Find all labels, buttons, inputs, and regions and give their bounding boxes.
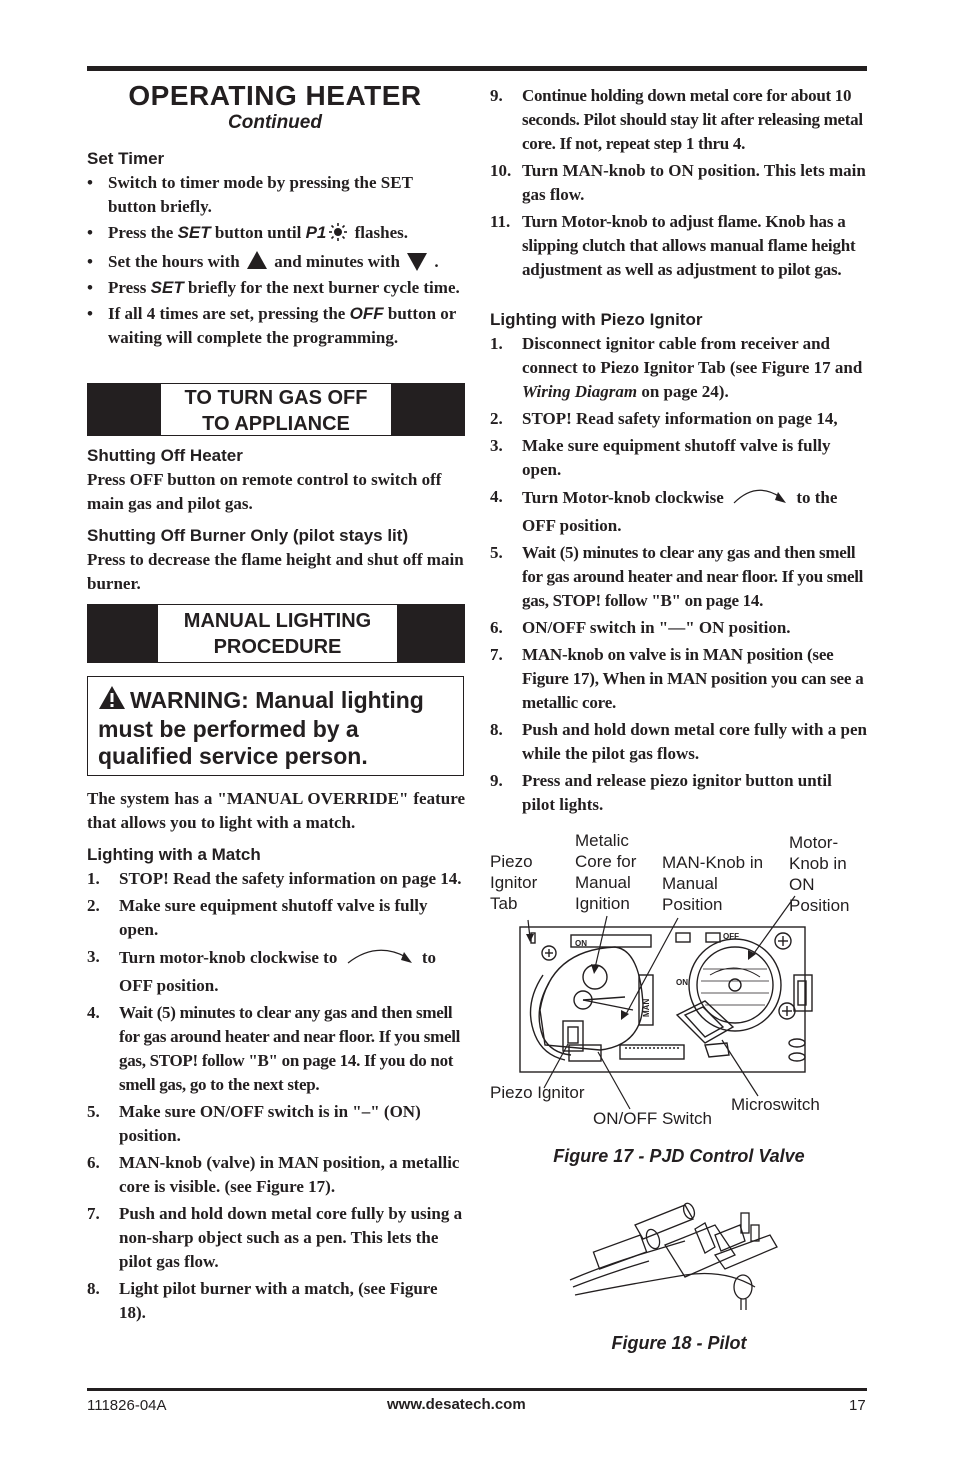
list-item: • If all 4 times are set, pressing the OFF button or waiting will complete the programming. — [87, 302, 465, 350]
off-marking: OFF — [723, 932, 739, 941]
on-marking-2: ON — [676, 978, 688, 987]
website-link[interactable]: www.desatech.com — [387, 1396, 526, 1413]
list-item: 6. ON/OFF switch in "—" ON position. — [490, 618, 791, 637]
pilot-nut — [734, 1275, 752, 1299]
list-item: 2. STOP! Read safety information on page 14, — [490, 409, 838, 428]
list-item: • Press the SET button until P1 flashes. — [87, 221, 465, 248]
turn-gas-off-heading-box: TO TURN GAS OFF TO APPLIANCE — [87, 383, 465, 436]
list-item: 7. Push and hold down metal core fully by using a non-sharp object such as a pen. This lets the pilot gas flow. — [87, 1204, 463, 1271]
piezo-steps — [490, 332, 868, 820]
match-heading: Lighting with a Match — [87, 845, 261, 864]
figure18-caption: Figure 18 - Pilot — [611, 1333, 747, 1353]
list-item: 3. Turn motor-knob clockwise to to OFF position. — [87, 947, 437, 995]
label-motor-knob: Motor- Knob in ON Position — [789, 833, 850, 915]
warning-text: WARNING: Manual lighting must be performed by a qualified service person. — [98, 687, 424, 769]
label-piezo-ignitor: Piezo Ignitor — [490, 1083, 585, 1102]
bottom-rule — [87, 1388, 867, 1391]
list-item: 2. Make sure equipment shutoff valve is fully open. — [87, 896, 428, 939]
down-arrow-icon — [407, 253, 427, 271]
list-item: • Set the hours with and minutes with . — [87, 250, 465, 274]
list-item: • Switch to timer mode by pressing the SET button briefly. — [87, 171, 465, 219]
warning-icon — [98, 685, 126, 716]
list-item: 9. Press and release piezo ignitor button until pilot lights. — [490, 771, 832, 814]
up-arrow-icon — [247, 251, 267, 269]
warning-box — [87, 676, 464, 776]
shutting-burner-heading: Shutting Off Burner Only (pilot stays lit) — [87, 526, 409, 545]
figure17-caption: Figure 17 - PJD Control Valve — [553, 1146, 805, 1166]
list-item: 9. Continue holding down metal core for about 10 seconds. Pilot should stay lit after releasing metal core. If not, repeat step 1 thru 4. — [490, 86, 863, 153]
continued-steps — [490, 84, 868, 285]
shutting-heater-text: Press OFF button on remote control to switch off main gas and pilot gas. — [87, 470, 442, 513]
label-man-knob: MAN-Knob in Manual Position — [662, 853, 764, 914]
label-onoff-switch: ON/OFF Switch — [593, 1109, 713, 1128]
doc-code: 111826-04A — [87, 1397, 167, 1414]
shutting-heater-heading: Shutting Off Heater — [87, 446, 243, 465]
sun-icon — [329, 223, 347, 248]
shutting-burner-text: Press to decrease the flame height and shut off main burner. — [87, 550, 464, 593]
list-item: 5. Wait (5) minutes to clear any gas and then smell for gas around heater and near floor. If you smell gas, STOP! follow "B" on page 14. — [490, 543, 864, 610]
clockwise-arrow-icon — [346, 945, 414, 974]
list-item: 1. Disconnect ignitor cable from receiver and connect to Piezo Ignitor Tab (see Figure 17 and Wiring Diagram on page 24). — [490, 334, 863, 401]
list-item: 6. MAN-knob (valve) in MAN position, a metallic core is visible. (see Figure 17). — [87, 1153, 460, 1196]
list-item: 8. Push and hold down metal core fully with a pen while the pilot gas flows. — [490, 720, 867, 763]
on-marking: ON — [575, 939, 587, 948]
list-item: 3. Make sure equipment shutoff valve is fully open. — [490, 436, 831, 479]
list-item: 1. STOP! Read the safety information on page 14. — [87, 869, 462, 888]
man-marking: MAN — [642, 998, 651, 1017]
top-rule — [87, 66, 867, 71]
list-item: • Press SET briefly for the next burner cycle time. — [87, 276, 465, 300]
list-item: 4. Turn Motor-knob clockwise to the OFF position. — [490, 487, 838, 535]
piezo-heading: Lighting with Piezo Ignitor — [490, 310, 703, 329]
label-piezo-ignitor-tab: Piezo Ignitor Tab — [490, 852, 538, 913]
list-item: 5. Make sure ON/OFF switch is in "–" (ON) position. — [87, 1102, 421, 1145]
list-item: 8. Light pilot burner with a match, (see Figure 18). — [87, 1279, 438, 1322]
match-steps — [87, 867, 465, 1328]
thermocouple — [635, 1205, 693, 1239]
page-subtitle: Continued — [228, 112, 322, 133]
set-timer-list — [87, 171, 465, 352]
page-title: OPERATING HEATER — [128, 80, 422, 111]
label-microswitch: Microswitch — [731, 1095, 820, 1114]
list-item: 10. Turn MAN-knob to ON position. This lets main gas flow. — [490, 161, 866, 204]
list-item: 11. Turn Motor-knob to adjust flame. Knob has a slipping clutch that allows manual flame height adjustment as well as adjustment to pilot gas. — [490, 212, 856, 279]
set-timer-heading: Set Timer — [87, 149, 165, 168]
manual-lighting-heading-box: MANUAL LIGHTING PROCEDURE — [87, 604, 465, 663]
page-number: 17 — [849, 1397, 866, 1414]
pilot-drawing — [565, 1195, 795, 1320]
list-item: 4. Wait (5) minutes to clear any gas and then smell for gas around heater and near floor. If you smell gas, STOP! follow "B" on page 14. If you do not smell gas, go to the next step. — [87, 1003, 461, 1094]
label-metallic-core: Metalic Core for Manual Ignition — [575, 831, 637, 913]
list-item: 7. MAN-knob on valve is in MAN position (see Figure 17), When in MAN position you can see a metallic core. — [490, 645, 864, 712]
figure17-leader-lines — [490, 820, 870, 1120]
override-text: The system has a "MANUAL OVERRIDE" feature that allows you to light with a match. — [87, 789, 465, 832]
clockwise-arrow-icon — [732, 485, 788, 514]
